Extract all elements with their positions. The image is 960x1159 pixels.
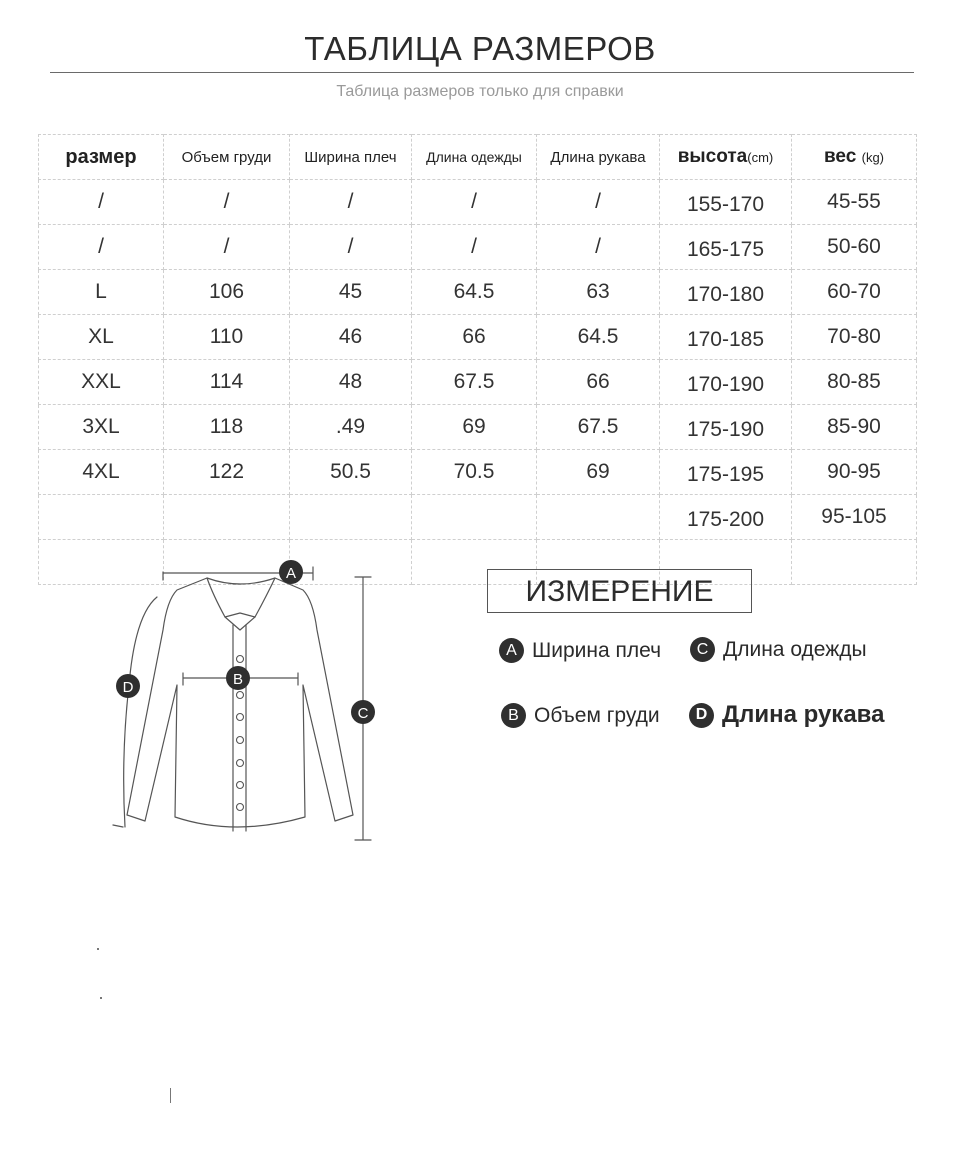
- title-divider: [50, 72, 914, 73]
- table-cell: 66: [537, 360, 660, 405]
- table-cell: 95-105: [792, 495, 917, 540]
- header-height: высота(cm): [660, 135, 792, 180]
- badge-c-icon: C: [690, 637, 715, 662]
- table-cell: 4XL: [39, 450, 164, 495]
- legend-label: Объем груди: [534, 703, 660, 727]
- legend-garment-length: [690, 637, 867, 662]
- table-cell: /: [537, 225, 660, 270]
- table-cell: /: [412, 180, 537, 225]
- header-size: размер: [39, 135, 164, 180]
- table-cell: 69: [537, 450, 660, 495]
- table-cell: 60-70: [792, 270, 917, 315]
- table-cell: 46: [290, 315, 412, 360]
- table-cell: 85-90: [792, 405, 917, 450]
- table-cell: 63: [537, 270, 660, 315]
- table-cell: [290, 495, 412, 540]
- legend-chest: [501, 703, 660, 728]
- stray-dot: [100, 997, 102, 999]
- table-cell: 45-55: [792, 180, 917, 225]
- page-title: ТАБЛИЦА РАЗМЕРОВ: [304, 30, 656, 67]
- header-sleeve: Длина рукава: [537, 135, 660, 180]
- table-cell: /: [164, 180, 290, 225]
- header-chest: Объем груди: [164, 135, 290, 180]
- shirt-diagram: [105, 555, 395, 850]
- table-cell: 118: [164, 405, 290, 450]
- table-row: [39, 180, 917, 225]
- table-cell: 45: [290, 270, 412, 315]
- table-header-row: [39, 135, 917, 180]
- legend-label: Длина одежды: [723, 637, 867, 661]
- svg-text:D: D: [122, 679, 134, 696]
- marker-d: [116, 674, 140, 698]
- table-cell: [164, 495, 290, 540]
- legend-label: Длина рукава: [722, 701, 885, 728]
- table-cell: [537, 495, 660, 540]
- measurement-title: ИЗМЕРЕНИЕ: [487, 569, 752, 613]
- badge-a-icon: A: [499, 638, 524, 663]
- table-cell: .49: [290, 405, 412, 450]
- table-cell: 175-190: [660, 405, 792, 450]
- table-cell: 122: [164, 450, 290, 495]
- table-row: [39, 315, 917, 360]
- table-cell: 175-200: [660, 495, 792, 540]
- legend-sleeve-length: [689, 701, 884, 729]
- table-cell: 80-85: [792, 360, 917, 405]
- table-row: [39, 405, 917, 450]
- table-row: [39, 360, 917, 405]
- table-cell: /: [39, 225, 164, 270]
- table-cell: 170-185: [660, 315, 792, 360]
- badge-b-icon: B: [501, 703, 526, 728]
- table-cell: 110: [164, 315, 290, 360]
- table-cell: /: [412, 225, 537, 270]
- table-cell: 50.5: [290, 450, 412, 495]
- table-cell: XL: [39, 315, 164, 360]
- stray-dot: [97, 948, 99, 950]
- legend-label: Ширина плеч: [532, 638, 662, 662]
- table-cell: 50-60: [792, 225, 917, 270]
- table-cell: 70.5: [412, 450, 537, 495]
- badge-d-icon: D: [689, 703, 714, 728]
- table-cell: /: [290, 180, 412, 225]
- page-subtitle: Таблица размеров только для справки: [336, 83, 624, 100]
- table-cell: /: [537, 180, 660, 225]
- table-cell: 48: [290, 360, 412, 405]
- header-shoulder: Ширина плеч: [290, 135, 412, 180]
- table-cell: [39, 495, 164, 540]
- svg-text:C: C: [357, 705, 369, 722]
- table-cell: 67.5: [412, 360, 537, 405]
- table-cell: 3XL: [39, 405, 164, 450]
- table-cell: 170-180: [660, 270, 792, 315]
- table-cell: [412, 495, 537, 540]
- table-cell: [792, 540, 917, 585]
- legend-shoulder-width: [499, 638, 661, 663]
- marker-b: [226, 666, 250, 690]
- table-cell: 155-170: [660, 180, 792, 225]
- svg-text:B: B: [232, 671, 244, 688]
- marker-c: [351, 700, 375, 724]
- table-cell: 106: [164, 270, 290, 315]
- table-cell: 66: [412, 315, 537, 360]
- table-cell: 69: [412, 405, 537, 450]
- table-cell: /: [39, 180, 164, 225]
- table-cell: 90-95: [792, 450, 917, 495]
- table-row: [39, 495, 917, 540]
- table-cell: 67.5: [537, 405, 660, 450]
- table-cell: 165-175: [660, 225, 792, 270]
- table-cell: /: [290, 225, 412, 270]
- size-table: [38, 134, 917, 585]
- table-cell: /: [164, 225, 290, 270]
- table-cell: 114: [164, 360, 290, 405]
- table-row: [39, 450, 917, 495]
- table-cell: L: [39, 270, 164, 315]
- table-cell: XXL: [39, 360, 164, 405]
- table-row: [39, 225, 917, 270]
- table-cell: 170-190: [660, 360, 792, 405]
- marker-a: [279, 560, 303, 584]
- header-weight: вес (kg): [792, 135, 917, 180]
- header-length: Длина одежды: [412, 135, 537, 180]
- table-cell: 70-80: [792, 315, 917, 360]
- table-cell: 64.5: [537, 315, 660, 360]
- table-cell: 64.5: [412, 270, 537, 315]
- table-cell: 175-195: [660, 450, 792, 495]
- stray-tick: [170, 1088, 171, 1103]
- svg-text:A: A: [285, 565, 297, 582]
- table-row: [39, 270, 917, 315]
